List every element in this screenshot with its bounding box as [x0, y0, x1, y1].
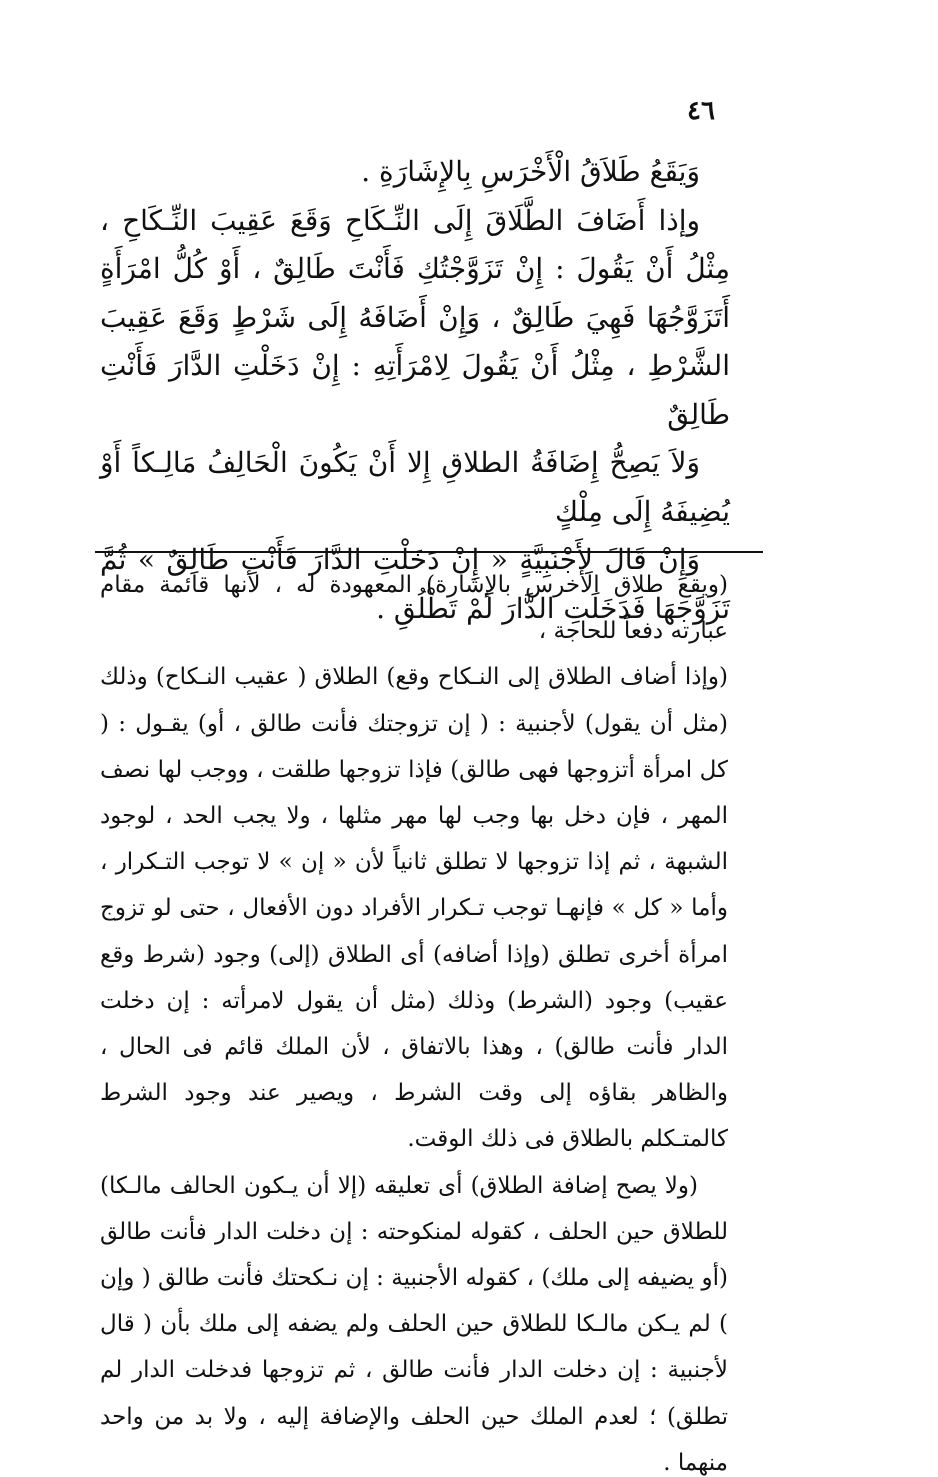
page-number: ٤٦	[687, 96, 715, 126]
matn-paragraph: وَيَقَعُ طَلاَقُ الْأَخْرَسِ بِالإِشَارَةِ .	[361, 155, 700, 188]
main-text	[100, 148, 730, 633]
commentary-paragraph: (ويقع طلاق الأخرس بالإشارة) المعهودة له ، لأنها قائمة مقام عبارته دفعاً للحاجة ،	[100, 572, 728, 645]
commentary-paragraph: (ولا يصح إضافة الطلاق) أى تعليقه (إلا أن يـكون الحالف مالـكا) للطلاق حين الحلف ، كقوله لمنكوحته : إن دخلت الدار فأنت طالق (أو يضيفه إلى ملك) ، كقوله الأجنبية : إن نـكحتك فأنت طالق ( وإن ) لم يـكن مالـكا للطلاق حين الحلف ولم يضفه إلى ملك بأن ( قال لأجنبية : إن دخلت الدار فأنت طالق ، ثم تزوجها فدخلت الدار لم تطلق) ؛ لعدم الملك حين الحلف والإضافة إليه ، ولا بد من واحد منهما .	[100, 1172, 728, 1476]
commentary-paragraph: (وإذا أضاف الطلاق إلى النـكاح وقع) الطلاق ( عقيب النـكاح) وذلك (مثل أن يقول) لأجنبية : ( إن تزوجتك فأنت طالق ، أو) يقـول : ( كل امرأة أتزوجها فهى طالق) فإذا تزوجها طلقت ، ووجب لها نصف المهر ، فإن دخل بها وجب لها مهر مثلها ، ولا يجب الحد ، لوجود الشبهة ، ثم إذا تزوجها لا تطلق ثانياً لأن « إن » لا توجب التـكرار ، وأما « كل » فإنهـا توجب تـكرار الأفراد دون الأفعال ، حتى لو تزوج امرأة أخرى تطلق (وإذا أضافه) أى الطلاق (إلى) وجود (شرط وقع عقيب) وجود (الشرط) وذلك (مثل أن يقول لامرأته : إن دخلت الدار فأنت طالق) ، وهذا بالاتفاق ، لأن الملك قائم فى الحال ، والظاهر بقاؤه إلى وقت الشرط ، ويصير عند وجود الشرط كالمتـكلم بالطلاق فى ذلك الوقت.	[100, 664, 728, 1153]
commentary-text	[100, 562, 728, 1477]
matn-paragraph: وَلاَ يَصِحُّ إِضَافَةُ الطلاقِ إِلا أَنْ يَكُونَ الْحَالِفُ مَالِـكاً أَوْ يُضِيفَهُ إِلَى مِلْكٍ	[100, 446, 730, 528]
matn-paragraph: وَإِنْ قَالَ لِأَجْنَبِيَّةٍ « إِنْ دَخَلْتِ الدَّارَ فَأَنْتِ طَالِقٌ » ثُمَّ تَزَوَّجَهَا فَدَخَلَتِ الدَّارَ لَمْ تَطْلُقِ .	[100, 543, 730, 625]
matn-paragraph: وإذا أَضَافَ الطَّلَاقَ إِلَى النِّـكَاحِ وَقَعَ عَقِيبَ النِّـكَاحِ ، مِثْلُ أَنْ يَقُولَ : إِنْ تَزَوَّجْتُكِ فَأَنْتَ طَالِقٌ ، أَوْ كُلُّ امْرَأَةٍ أَتَزَوَّجُهَا فَهِيَ طَالِقٌ ، وَإِنْ أَضَافَهُ إِلَى شَرْطٍ وَقَعَ عَقِيبَ الشَّرْطِ ، مِثْلُ أَنْ يَقُولَ لِامْرَأَتِهِ : إِنْ دَخَلْتِ الدَّارَ فَأَنْتِ طَالِقٌ	[100, 203, 730, 431]
section-divider	[95, 551, 763, 553]
